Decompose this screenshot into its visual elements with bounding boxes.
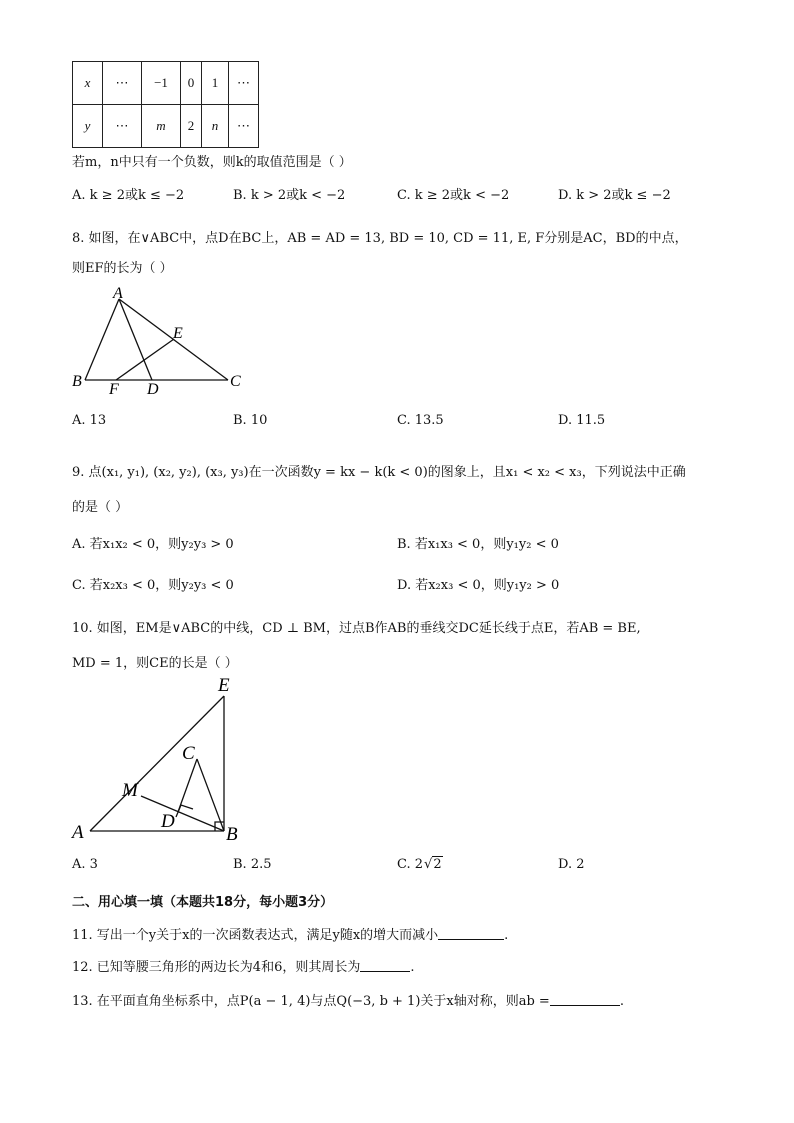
point-label-m: M [122, 780, 138, 801]
q7-option-b: B. k > 2或k < −2 [233, 188, 346, 203]
q10-option-c-radicand: 2 [433, 857, 442, 872]
q8-option-d: D. 11.5 [558, 413, 606, 428]
point-label-e: E [218, 675, 230, 696]
q8-option-b: B. 10 [233, 413, 268, 428]
value-table [72, 61, 259, 148]
q10-stem-line2: MD = 1，则CE的长是（ ） [72, 656, 238, 671]
q9-option-d: D. 若x₂x₃ < 0，则y₁y₂ > 0 [397, 578, 560, 593]
table-cell: 0 [181, 62, 202, 105]
point-label-d: D [161, 811, 175, 832]
q8-option-a: A. 13 [72, 413, 107, 428]
table-row [73, 62, 259, 105]
sqrt-icon: √2 [424, 857, 442, 872]
table-cell: ⋯ [229, 62, 259, 105]
answer-blank[interactable] [360, 959, 410, 972]
answer-blank[interactable] [438, 927, 504, 940]
q13 [72, 990, 624, 1009]
q11-end: . [504, 928, 509, 943]
point-label-c: C [230, 373, 241, 390]
q10-option-a: A. 3 [72, 857, 98, 872]
q10-option-c-prefix: C. 2 [397, 857, 424, 872]
table-cell: 2 [181, 105, 202, 148]
q10-option-d: D. 2 [558, 857, 585, 872]
q11 [72, 924, 508, 943]
q7-stem: 若m，n中只有一个负数，则k的取值范围是（ ） [72, 155, 352, 170]
q7-option-c: C. k ≥ 2或k < −2 [397, 188, 510, 203]
table-cell: ⋯ [229, 105, 259, 148]
q13-end: . [619, 994, 624, 1009]
q10-option-c [397, 857, 443, 872]
q12-end: . [410, 960, 415, 975]
q7-option-d: D. k > 2或k ≤ −2 [558, 188, 671, 203]
table-row [73, 105, 259, 148]
table-cell: −1 [142, 62, 181, 105]
q10-stem-line1: 10. 如图，EM是∨ABC的中线，CD ⊥ BM，过点B作AB的垂线交DC延长线于点E，若AB = BE, [72, 621, 641, 636]
point-label-b: B [226, 824, 238, 845]
q9-option-b: B. 若x₁x₃ < 0，则y₁y₂ < 0 [397, 537, 559, 552]
segment-ab [85, 299, 119, 380]
point-label-a: A [113, 285, 123, 302]
right-angle-mark-d [176, 805, 193, 817]
table-cell: ⋯ [103, 62, 142, 105]
segment-cd [178, 759, 197, 812]
q9-option-a: A. 若x₁x₂ < 0，则y₂y₃ > 0 [72, 537, 234, 552]
point-label-f: F [109, 381, 119, 398]
table-cell: ⋯ [103, 105, 142, 148]
q10-option-b: B. 2.5 [233, 857, 272, 872]
point-label-a: A [72, 822, 84, 843]
q8-stem-line1: 8. 如图，在∨ABC中，点D在BC上，AB = AD = 13, BD = 10, CD = 11, E, F分别是AC，BD的中点， [72, 231, 688, 246]
segment-ef [116, 339, 174, 380]
q10-triangle-figure [66, 670, 256, 846]
answer-blank[interactable] [550, 993, 620, 1006]
table-cell: y [73, 105, 103, 148]
point-label-d: D [147, 381, 159, 398]
segment-cb [197, 759, 224, 831]
q9-stem-line1: 9. 点(x₁, y₁), (x₂, y₂), (x₃, y₃)在一次函数y = kx − k(k < 0)的图象上，且x₁ < x₂ < x₃，下列说法中正确 [72, 465, 686, 480]
q7-option-a: A. k ≥ 2或k ≤ −2 [72, 188, 185, 203]
point-label-b: B [72, 373, 82, 390]
segment-ae [90, 696, 224, 831]
q12-text: 12. 已知等腰三角形的两边长为4和6，则其周长为 [72, 960, 361, 975]
point-label-e: E [173, 325, 183, 342]
q9-option-c: C. 若x₂x₃ < 0，则y₂y₃ < 0 [72, 578, 234, 593]
q9-stem-line2: 的是（ ） [72, 500, 129, 515]
q8-triangle-figure [60, 282, 260, 400]
table-cell: 1 [202, 62, 229, 105]
q11-text: 11. 写出一个y关于x的一次函数表达式，满足y随x的增大而减小 [72, 928, 439, 943]
table-cell: n [202, 105, 229, 148]
point-label-c: C [182, 743, 195, 764]
q12 [72, 956, 415, 975]
section-heading: 二、用心填一填（本题共18分，每小题3分） [72, 895, 334, 910]
table-cell: x [73, 62, 103, 105]
table-cell: m [142, 105, 181, 148]
q13-text: 13. 在平面直角坐标系中，点P(a − 1, 4)与点Q(−3, b + 1)关于x轴对称，则ab = [72, 994, 550, 1009]
q8-stem-line2: 则EF的长为（ ） [72, 261, 173, 276]
q8-option-c: C. 13.5 [397, 413, 444, 428]
